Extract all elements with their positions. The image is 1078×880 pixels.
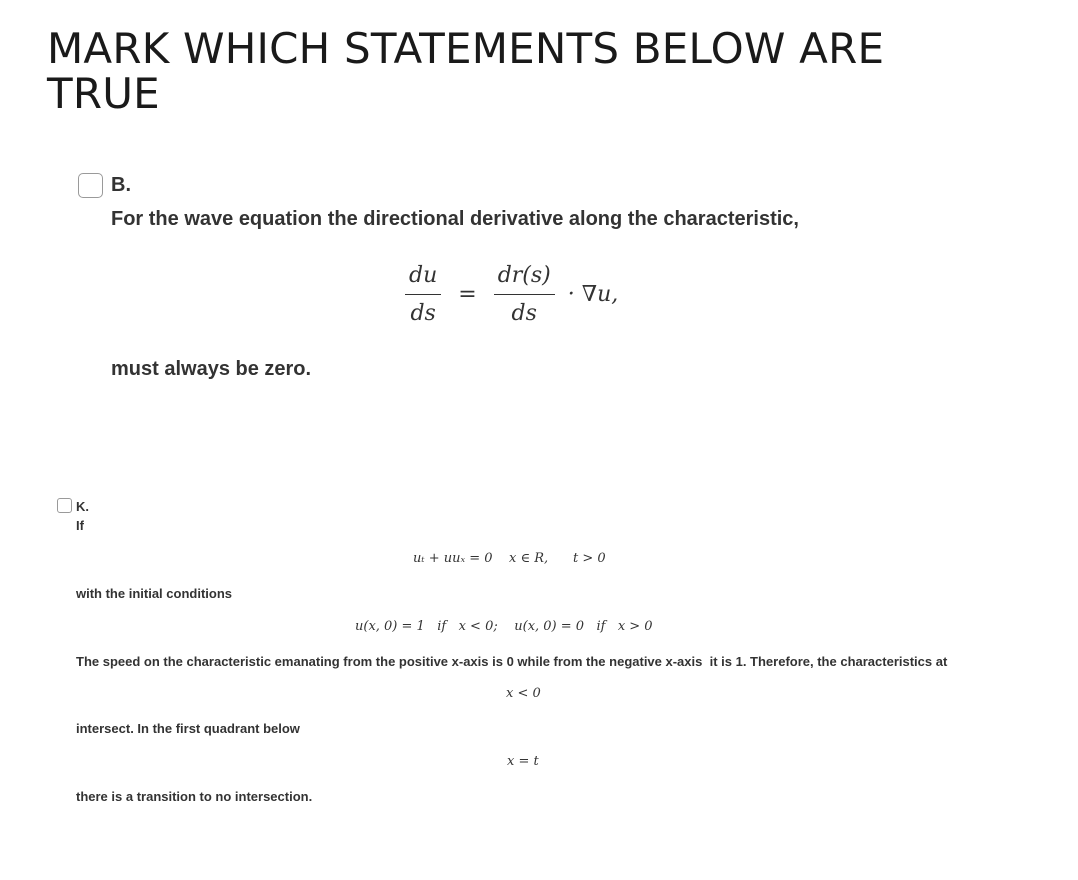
fraction-denominator: ds — [511, 301, 537, 326]
directional-derivative-equation — [405, 263, 618, 326]
burgers-equation: uₜ + uuₓ = 0 x ∈ R, t > 0 — [413, 551, 606, 566]
option-k-checkbox[interactable] — [57, 498, 72, 513]
speed-text: The speed on the characteristic emanating from the positive x-axis is 0 while from the negative x-axis it is 1. Therefore, the characteristics at — [76, 654, 948, 669]
option-b-checkbox[interactable] — [78, 173, 103, 198]
option-b-statement-end: must always be zero. — [111, 358, 312, 380]
option-k-label: K. — [76, 499, 89, 514]
page-title: MARK WHICH STATEMENTS BELOW ARE TRUE — [47, 24, 885, 118]
fraction-numerator: dr(s) — [494, 263, 555, 295]
fraction-numerator: du — [405, 263, 441, 295]
initial-conditions-equation: u(x, 0) = 1 if x < 0; u(x, 0) = 0 if x > 0 — [355, 619, 653, 634]
gradient-term: · ∇u, — [567, 282, 619, 307]
region-equation: x < 0 — [506, 686, 541, 701]
option-b-statement: For the wave equation the directional derivative along the characteristic, — [111, 208, 799, 230]
fraction-denominator: ds — [410, 301, 436, 326]
equals-sign: = — [458, 282, 477, 307]
initial-conditions-text: with the initial conditions — [76, 586, 232, 601]
transition-text: there is a transition to no intersection. — [76, 789, 313, 804]
line-equation: x = t — [507, 754, 539, 769]
if-text: If — [76, 518, 84, 533]
dr-ds-fraction — [494, 263, 555, 326]
option-b-label: B. — [111, 174, 131, 196]
intersect-text: intersect. In the first quadrant below — [76, 721, 300, 736]
du-ds-fraction — [405, 263, 441, 326]
